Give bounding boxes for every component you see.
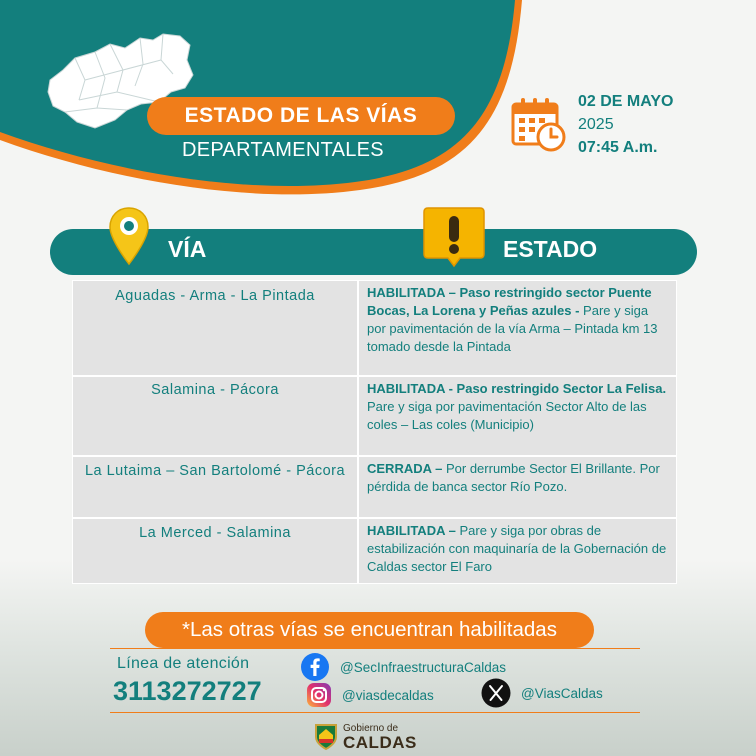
road-status-detail: Pare y siga por obras de estabilización con maquinaría de la Gobernación de Caldas sector El Faro [367,523,667,574]
table-row [72,280,677,376]
instagram-icon [306,682,332,708]
road-status: HABILITADA - Paso restringido Sector La Felisa. [367,381,667,396]
table-row [72,456,677,518]
road-status-detail: Por derrumbe Sector El Brillante. Por pérdida de banca sector Río Pozo. [367,461,660,494]
instagram-link[interactable] [306,682,434,708]
hotline-label: Línea de atención [117,655,250,672]
facebook-link[interactable] [300,652,506,682]
road-status-cell [359,519,676,583]
road-status-detail: Pare y siga por pavimentación de la vía Arma – Pintada km 13 tomado desde la Pintada [367,303,658,354]
road-status: CERRADA – [367,461,443,476]
facebook-handle: @SecInfraestructuraCaldas [340,659,507,675]
gov-line2: CALDAS [343,733,417,752]
table-row [72,376,677,456]
page-title: ESTADO DE LAS VÍAS [147,97,455,135]
table-row [72,518,677,584]
road-status-detail: Pare y siga por pavimentación Sector Alto de las coles – Las coles (Municipio) [367,399,647,432]
date-day-month: 02 DE MAYO [578,93,674,110]
road-status-cell [359,281,676,375]
road-name: Aguadas - Arma - La Pintada [73,281,359,375]
facebook-icon [300,652,330,682]
date-year: 2025 [578,116,614,133]
x-handle: @ViasCaldas [521,685,603,701]
other-roads-note: *Las otras vías se encuentran habilitadas [145,612,594,648]
divider [110,712,640,713]
road-name: La Merced - Salamina [73,519,359,583]
road-name: Salamina - Pácora [73,377,359,455]
column-header-estado: ESTADO [503,236,598,262]
x-link[interactable] [481,678,603,708]
location-pin-icon [108,206,150,268]
road-status-cell [359,377,676,455]
date-time: 07:45 A.m. [578,139,658,156]
road-status: HABILITADA – Paso restringido sector Puente Bocas, La Lorena y Peñas azules - [367,285,652,318]
column-header-via: VÍA [168,236,207,262]
roads-table [72,280,677,584]
caldas-shield-icon [314,723,338,751]
instagram-handle: @viasdecaldas [342,687,434,703]
road-status-cell [359,457,676,517]
gobierno-caldas-logo [314,723,417,751]
road-status: HABILITADA – [367,523,456,538]
gov-line1: Gobierno de [343,723,399,734]
calendar-clock-icon [510,96,568,154]
page-subtitle: DEPARTAMENTALES [182,139,384,161]
x-icon [481,678,511,708]
hotline-number[interactable]: 3113272727 [113,676,262,706]
road-name: La Lutaima – San Bartolomé - Pácora [73,457,359,517]
warning-icon [422,204,486,270]
divider [110,648,640,649]
